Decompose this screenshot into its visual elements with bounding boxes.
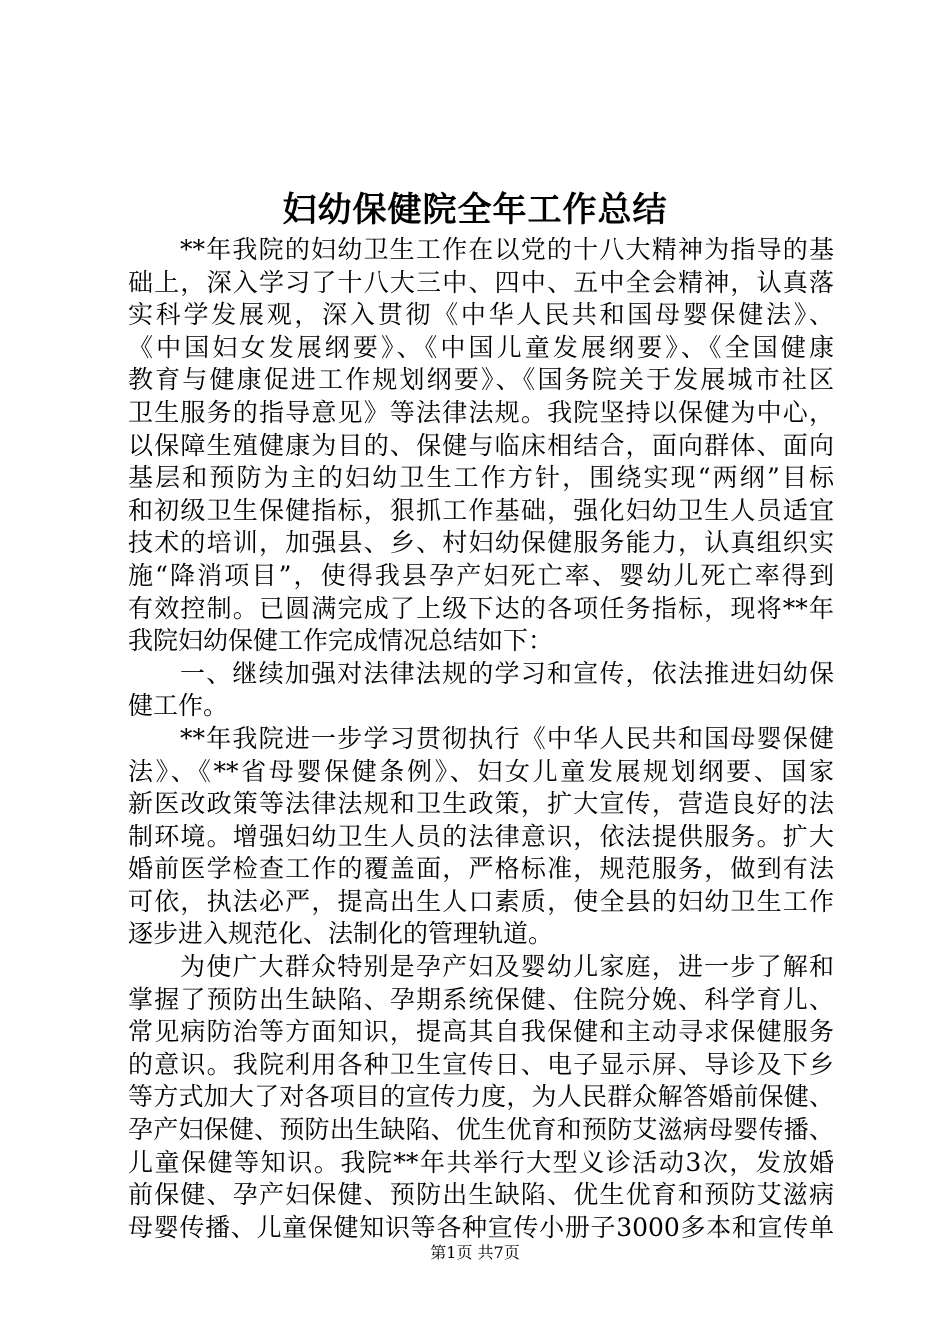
page-footer: 第1页 共7页 [430,1243,520,1262]
text-line: 基层和预防为主的妇幼卫生工作方针，围绕实现“两纲”目标 [128,463,834,493]
text-line: 逐步进入规范化、法制化的管理轨道。 [128,919,554,949]
text-line: 础上，深入学习了十八大三中、四中、五中全会精神，认真落 [128,267,834,297]
text-line: 以保障生殖健康为目的、保健与临床相结合，面向群体、面向 [128,430,834,460]
text-line: 健工作。 [128,691,229,721]
text-line: 母婴传播、儿童保健知识等各种宣传小册子3000多本和宣传单 [128,1212,834,1242]
text-line: 制环境。增强妇幼卫生人员的法律意识，依法提供服务。扩大 [128,821,834,851]
text-line: 卫生服务的指导意见》等法律法规。我院坚持以保健为中心， [128,397,834,427]
text-line: 掌握了预防出生缺陷、孕期系统保健、住院分娩、科学育儿、 [128,984,834,1014]
text-line: 婚前医学检查工作的覆盖面，严格标准，规范服务，做到有法 [128,854,834,884]
text-line: **年我院的妇幼卫生工作在以党的十八大精神为指导的基 [180,235,834,264]
text-line: 和初级卫生保健指标，狠抓工作基础，强化妇幼卫生人员适宜 [128,495,834,525]
text-line: **年我院进一步学习贯彻执行《中华人民共和国母婴保健 [180,723,834,753]
text-line: 法》、《**省母婴保健条例》、妇女儿童发展规划纲要、国家 [128,756,834,786]
text-line: 新医改政策等法律法规和卫生政策，扩大宣传，营造良好的法 [128,789,834,819]
text-line: 常见病防治等方面知识，提高其自我保健和主动寻求保健服务 [128,1017,834,1047]
text-line: 孕产妇保健、预防出生缺陷、优生优育和预防艾滋病母婴传播、 [128,1115,834,1145]
text-line: 有效控制。已圆满完成了上级下达的各项任务指标，现将**年 [128,593,834,623]
text-line: 《中国妇女发展纲要》、《中国儿童发展纲要》、《全国健康 [128,332,834,362]
document-body [128,234,834,1244]
text-line: 儿童保健等知识。我院**年共举行大型义诊活动3次，发放婚 [128,1147,834,1177]
document-title: 妇幼保健院全年工作总结 [282,190,668,230]
text-line: 可依，执法必严，提高出生人口素质，使全县的妇幼卫生工作 [128,886,834,916]
text-line: 施“降消项目”，使得我县孕产妇死亡率、婴幼儿死亡率得到 [128,560,834,590]
text-line: 一、继续加强对法律法规的学习和宣传，依法推进妇幼保 [180,658,834,688]
text-line: 的意识。我院利用各种卫生宣传日、电子显示屏、导诊及下乡 [128,1049,834,1079]
text-line: 我院妇幼保健工作完成情况总结如下： [128,626,554,656]
text-line: 前保健、孕产妇保健、预防出生缺陷、优生优育和预防艾滋病 [128,1180,834,1210]
text-line: 等方式加大了对各项目的宣传力度，为人民群众解答婚前保健、 [128,1082,834,1112]
text-line: 技术的培训，加强县、乡、村妇幼保健服务能力，认真组织实 [128,528,834,558]
text-line: 为使广大群众特别是孕产妇及婴幼儿家庭，进一步了解和 [180,952,834,982]
text-line: 实科学发展观，深入贯彻《中华人民共和国母婴保健法》、 [128,300,834,330]
text-line: 教育与健康促进工作规划纲要》、《国务院关于发展城市社区 [128,365,834,395]
